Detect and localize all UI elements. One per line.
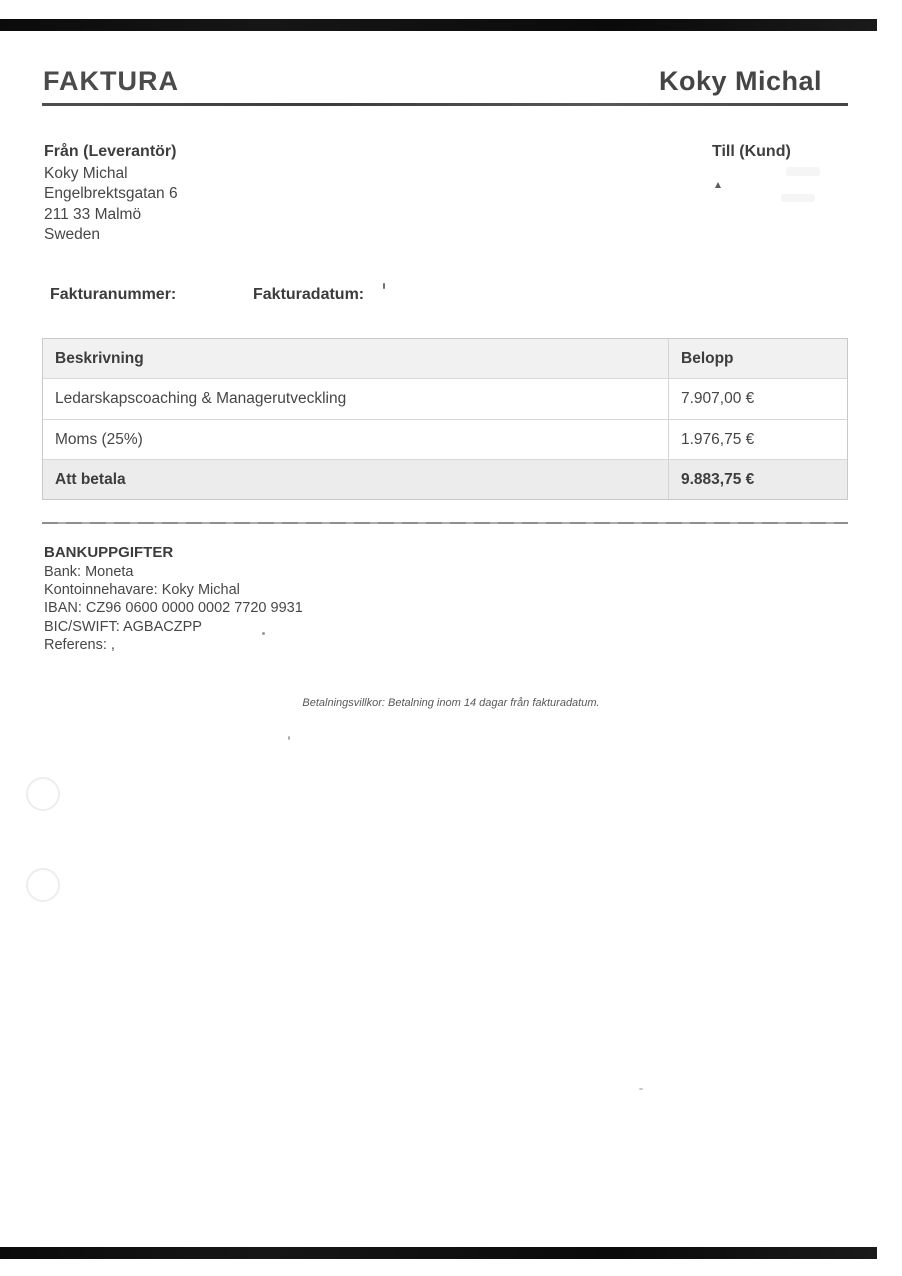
- total-amount: 9.883,75 €: [681, 470, 755, 488]
- from-supplier-label: Från (Leverantör): [44, 143, 177, 160]
- header-rule: [42, 103, 848, 106]
- invoice-number-label: Fakturanummer:: [50, 286, 177, 303]
- item-amount: 7.907,00 €: [681, 390, 755, 407]
- scan-speck: [383, 283, 385, 289]
- punch-hole-mark: [26, 868, 60, 902]
- scan-speck: [262, 632, 265, 635]
- iban-line: IBAN: CZ96 0600 0000 0002 7720 9931: [44, 600, 303, 617]
- column-header-amount: Belopp: [681, 349, 734, 367]
- vat-amount: 1.976,75 €: [681, 430, 755, 448]
- table-row: [43, 419, 847, 459]
- scan-edge-bar-bottom: [0, 1247, 877, 1259]
- scan-edge-bar-top: [0, 19, 877, 31]
- scan-speck: [715, 182, 721, 188]
- supplier-name: Koky Michal: [44, 165, 128, 182]
- supplier-street: Engelbrektsgatan 6: [44, 185, 178, 203]
- total-label: Att betala: [43, 460, 669, 499]
- bank-details-block: [44, 563, 303, 654]
- scan-speck: [639, 1088, 643, 1090]
- supplier-city: 211 33 Malmö: [44, 205, 142, 223]
- bic-swift-line: BIC/SWIFT: AGBACZPP: [44, 618, 202, 635]
- total-row: [43, 459, 847, 499]
- supplier-address-block: [44, 164, 178, 245]
- account-holder-line: Kontoinnehavare: Koky Michal: [44, 582, 240, 599]
- invoice-date-label: Fakturadatum:: [253, 286, 365, 303]
- scan-smudge: [786, 167, 820, 176]
- bank-name-line: Bank: Moneta: [44, 564, 134, 580]
- to-customer-label: Till (Kund): [712, 143, 791, 160]
- vat-description: Moms (25%): [43, 420, 669, 459]
- punch-hole-mark: [26, 777, 60, 811]
- scan-speck: [288, 736, 290, 740]
- line-items-table: [42, 338, 848, 500]
- bank-details-heading: BANKUPPGIFTER: [44, 544, 174, 561]
- reference-line: Referens: ,: [44, 636, 115, 653]
- supplier-country: Sweden: [44, 225, 101, 243]
- table-header-row: [43, 339, 847, 378]
- column-header-description: Beskrivning: [43, 339, 669, 378]
- item-description: Ledarskapscoaching & Managerutveckling: [43, 379, 669, 419]
- scan-smudge: [781, 194, 815, 202]
- document-title: FAKTURA: [43, 66, 179, 96]
- company-name: Koky Michal: [659, 66, 823, 96]
- table-row: [43, 378, 847, 419]
- payment-terms-note: Betalningsvillkor: Betalning inom 14 dagar från fakturadatum.: [302, 697, 600, 709]
- section-divider-rule: [42, 522, 848, 524]
